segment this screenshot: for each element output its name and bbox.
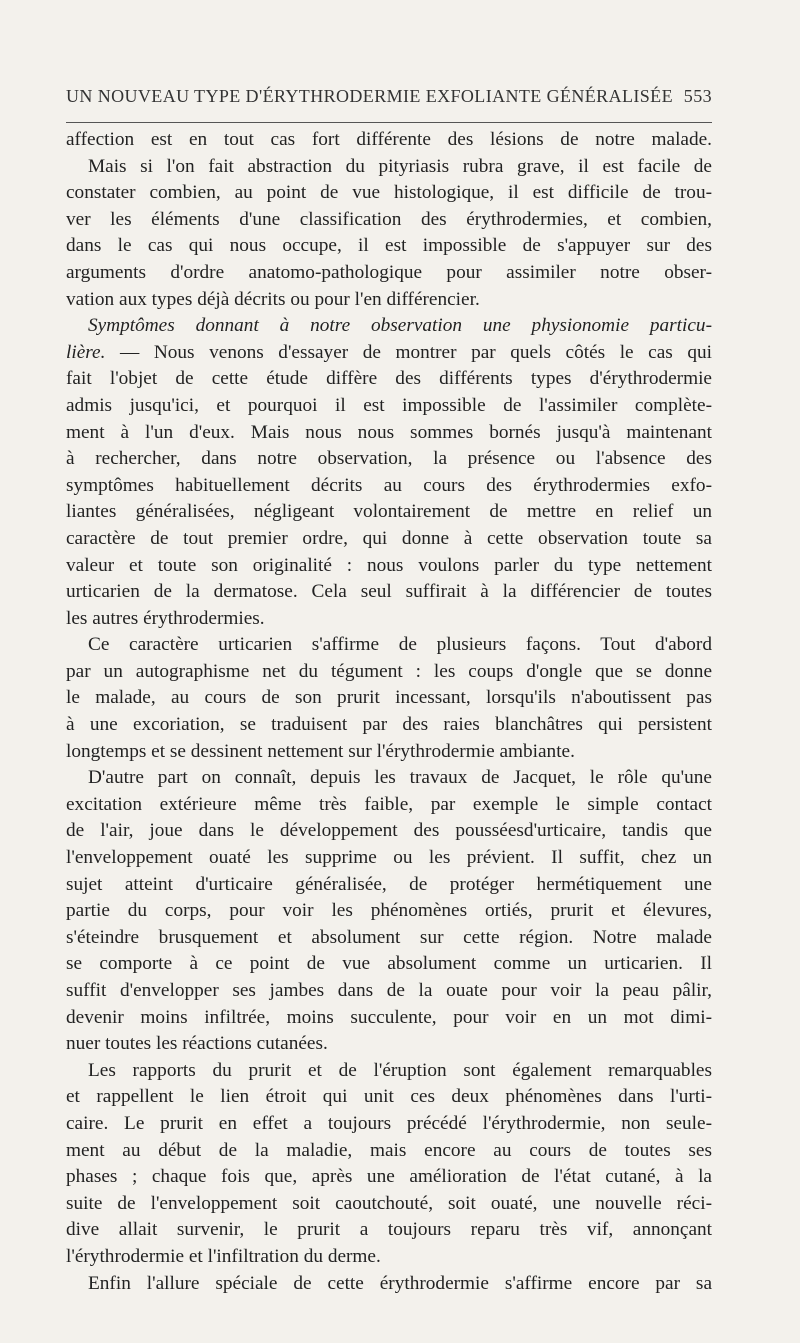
running-head xyxy=(66,86,712,108)
text-line: dive allait survenir, le prurit a toujours reparu très vif, annonçant xyxy=(66,1219,712,1241)
text-line: phases ; chaque fois que, après une amélioration de l'état cutané, à la xyxy=(66,1166,712,1188)
body-text xyxy=(66,127,712,1297)
text-line: ment au début de la maladie, mais encore au cours de toutes ses xyxy=(66,1139,712,1161)
text-line: dans le cas qui nous occupe, il est impossible de s'appuyer sur des xyxy=(66,235,712,257)
header-rule xyxy=(66,122,712,123)
text-line: Les rapports du prurit et de l'éruption sont également remarquables xyxy=(88,1059,712,1081)
text-line: fait l'objet de cette étude diffère des différents types d'érythrodermie xyxy=(66,368,712,390)
text-line: s'éteindre brusquement et absolument sur cette région. Notre malade xyxy=(66,926,712,948)
text-line: liantes généralisées, négligeant volontairement de mettre en relief un xyxy=(66,501,712,523)
text-line: les autres érythrodermies. xyxy=(66,607,265,629)
text-line: ver les éléments d'une classification des érythrodermies, et combien, xyxy=(66,208,712,230)
text-line: excitation extérieure même très faible, par exemple le simple contact xyxy=(66,793,712,815)
text-line: Enfin l'allure spéciale de cette érythrodermie s'affirme encore par sa xyxy=(88,1272,712,1294)
text-line: Ce caractère urticarien s'affirme de plusieurs façons. Tout d'abord xyxy=(88,634,712,656)
running-head-title: UN NOUVEAU TYPE D'ÉRYTHRODERMIE EXFOLIANTE GÉNÉRALISÉE xyxy=(66,86,673,106)
text-line: se comporte à ce point de vue absolument comme un urticarien. Il xyxy=(66,953,712,975)
text-line: sujet atteint d'urticaire généralisée, de protéger hermétiquement une xyxy=(66,873,712,895)
text-line: Mais si l'on fait abstraction du pityriasis rubra grave, il est facile de xyxy=(88,155,712,177)
section-heading-line: Symptômes donnant à notre observation une physionomie particu- xyxy=(88,315,712,337)
text-line-mixed xyxy=(66,340,712,367)
text-line: caractère de tout premier ordre, qui donne à cette observation toute sa xyxy=(66,527,712,549)
text-span: — Nous venons d'essayer de montrer par quels côtés le cas qui xyxy=(120,341,712,363)
text-line: de l'air, joue dans le développement des pousséesd'urticaire, tandis que xyxy=(66,820,712,842)
section-heading-end: lière. xyxy=(66,341,106,363)
text-line: à rechercher, dans notre observation, la présence ou l'absence des xyxy=(66,448,712,470)
text-line: suite de l'enveloppement soit caoutchouté, soit ouaté, une nouvelle réci- xyxy=(66,1192,712,1214)
text-line: vation aux types déjà décrits ou pour l'en différencier. xyxy=(66,288,480,310)
text-line: suffit d'envelopper ses jambes dans de la ouate pour voir la peau pâlir, xyxy=(66,980,712,1001)
text-line: ment à l'un d'eux. Mais nous nous sommes bornés jusqu'à maintenant xyxy=(66,421,712,443)
text-line: l'enveloppement ouaté les supprime ou les prévient. Il suffit, chez un xyxy=(66,847,712,869)
text-line: et rappellent le lien étroit qui unit ces deux phénomènes dans l'urti- xyxy=(66,1086,712,1108)
text-line: devenir moins infiltrée, moins succulente, pour voir en un mot dimi- xyxy=(66,1006,712,1028)
text-line: symptômes habituellement décrits au cours des érythrodermies exfo- xyxy=(66,474,712,496)
text-line: nuer toutes les réactions cutanées. xyxy=(66,1033,328,1055)
text-line: longtemps et se dessinent nettement sur l'érythrodermie ambiante. xyxy=(66,740,575,762)
page-number: 553 xyxy=(683,86,712,106)
text-line: à une excoriation, se traduisent par des raies blanchâtres qui persistent xyxy=(66,714,712,736)
text-line: admis jusqu'ici, et pourquoi il est impossible de l'assimiler complète- xyxy=(66,394,712,416)
text-line: caire. Le prurit en effet a toujours précédé l'érythrodermie, non seule- xyxy=(66,1112,712,1134)
text-line: valeur et toute son originalité : nous voulons parler du type nettement xyxy=(66,554,712,576)
text-line: partie du corps, pour voir les phénomènes ortiés, prurit et élevures, xyxy=(66,900,712,922)
text-line: urticarien de la dermatose. Cela seul suffirait à la différencier de toutes xyxy=(66,581,712,603)
text-line: affection est en tout cas fort différente des lésions de notre malade. xyxy=(66,129,712,150)
text-line: le malade, au cours de son prurit incessant, lorsqu'ils n'aboutissent pas xyxy=(66,687,712,709)
text-line: D'autre part on connaît, depuis les travaux de Jacquet, le rôle qu'une xyxy=(88,767,712,789)
text-line: constater combien, au point de vue histologique, il est difficile de trou- xyxy=(66,182,712,204)
page xyxy=(66,86,712,1297)
text-line: par un autographisme net du tégument : les coups d'ongle que se donne xyxy=(66,660,712,682)
text-line: l'érythrodermie et l'infiltration du derme. xyxy=(66,1245,381,1267)
text-line: arguments d'ordre anatomo-pathologique pour assimiler notre obser- xyxy=(66,261,712,283)
